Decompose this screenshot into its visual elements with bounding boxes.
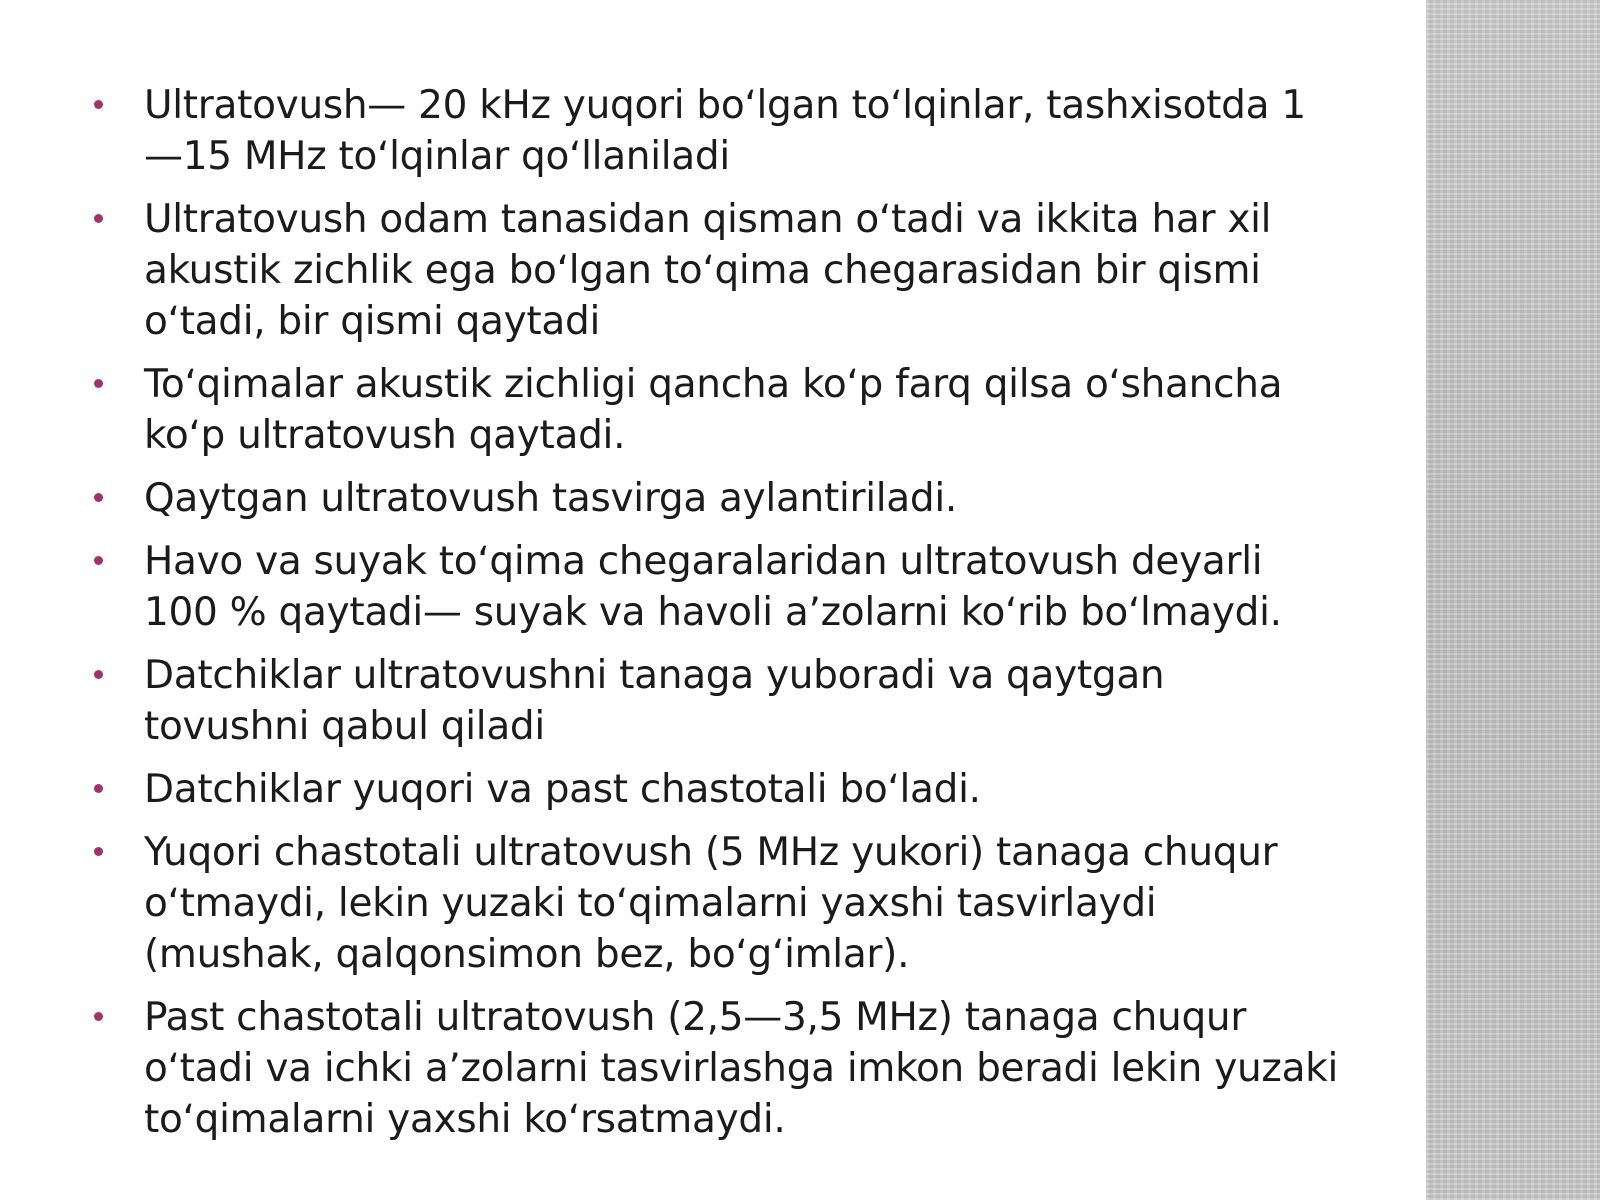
bullet-text: Datchiklar yuqori va past chastotali bo‘ladi.	[144, 767, 981, 812]
bullet-item	[90, 992, 1340, 1145]
bullet-text: Havo va suyak to‘qima chegaralaridan ultratovush deyarli 100 % qaytadi— suyak va havoli a’zolarni ko‘rib bo‘lmaydi.	[144, 539, 1282, 635]
bullet-dot-icon	[94, 100, 103, 109]
bullet-dot-icon	[94, 1012, 103, 1021]
bullet-dot-icon	[94, 493, 103, 502]
bullet-text: Qaytgan ultratovush tasvirga aylantiriladi.	[144, 476, 957, 521]
bullet-dot-icon	[94, 214, 103, 223]
bullet-item	[90, 473, 1340, 524]
bullet-text: Yuqori chastotali ultratovush (5 MHz yukori) tanaga chuqur o‘tmaydi, lekin yuzaki to‘qimalarni yaxshi tasvirlaydi (mushak, qalqonsimon bez, bo‘g‘imlar).	[144, 830, 1278, 977]
bullet-list	[90, 80, 1340, 1145]
bullet-item	[90, 80, 1340, 182]
bullet-dot-icon	[94, 847, 103, 856]
bullet-dot-icon	[94, 556, 103, 565]
bullet-item	[90, 536, 1340, 638]
bullet-item	[90, 194, 1340, 347]
bullet-text: To‘qimalar akustik zichligi qancha ko‘p farq qilsa o‘shancha ko‘p ultratovush qaytadi.	[144, 362, 1283, 458]
slide-content	[90, 80, 1340, 1157]
bullet-item	[90, 650, 1340, 752]
bullet-text: Ultratovush— 20 kHz yuqori bo‘lgan to‘lqinlar, tashxisotda 1 —15 MHz to‘lqinlar qo‘llaniladi	[144, 83, 1306, 179]
bullet-item	[90, 764, 1340, 815]
bullet-dot-icon	[94, 670, 103, 679]
bullet-dot-icon	[94, 784, 103, 793]
decorative-side-panel	[1426, 0, 1600, 1200]
bullet-text: Past chastotali ultratovush (2,5—3,5 MHz) tanaga chuqur o‘tadi va ichki a’zolarni tasvirlashga imkon beradi lekin yuzaki to‘qimalarni yaxshi ko‘rsatmaydi.	[144, 995, 1338, 1142]
bullet-item	[90, 359, 1340, 461]
bullet-dot-icon	[94, 379, 103, 388]
bullet-text: Ultratovush odam tanasidan qisman o‘tadi va ikkita har xil akustik zichlik ega bo‘lgan to‘qima chegarasidan bir qismi o‘tadi, bir qismi qaytadi	[144, 197, 1272, 344]
bullet-text: Datchiklar ultratovushni tanaga yuboradi va qaytgan tovushni qabul qiladi	[144, 653, 1165, 749]
bullet-item	[90, 827, 1340, 980]
